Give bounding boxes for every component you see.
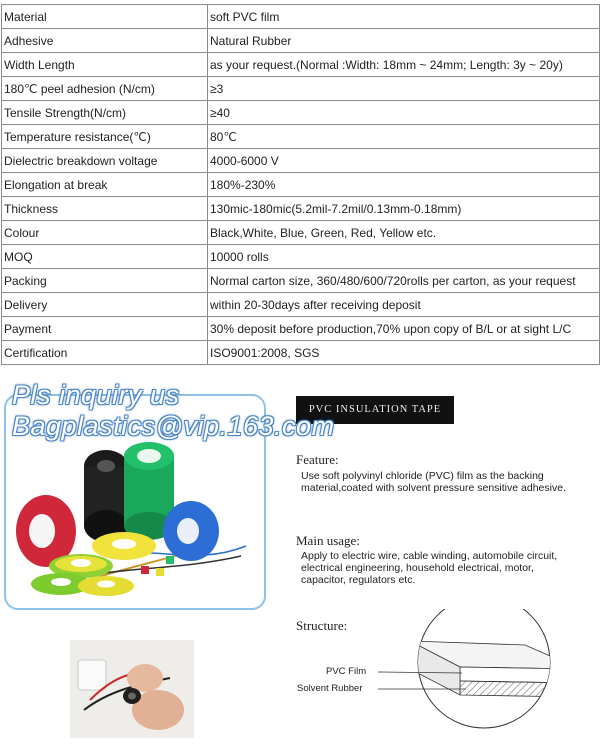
watermark-line-1: Pls inquiry us [12,380,180,410]
watermark-email: Bagplastics@vip.163.com [12,411,335,441]
spec-row [2,29,600,53]
spec-row [2,317,600,341]
feature-text [301,470,566,494]
spec-key: Colour [2,221,208,245]
spec-key: Thickness [2,197,208,221]
spec-key: Width Length [2,53,208,77]
spec-row [2,173,600,197]
spec-table [1,4,600,365]
spec-row [2,269,600,293]
spec-key: Payment [2,317,208,341]
pvc-film-label: PVC Film [326,666,367,677]
spec-value: ISO9001:2008, SGS [208,341,600,365]
spec-key: Packing [2,269,208,293]
spec-value: 4000-6000 V [208,149,600,173]
spec-key: Adhesive [2,29,208,53]
product-section [0,364,601,744]
spec-value: soft PVC film [208,5,600,29]
spec-value: 10000 rolls [208,245,600,269]
spec-value: as your request.(Normal :Width: 18mm ~ 24mm; Length: 3y ~ 20y) [208,53,600,77]
contact-watermark [12,380,335,442]
spec-row [2,245,600,269]
spec-value: Black,White, Blue, Green, Red, Yellow etc. [208,221,600,245]
solvent-rubber-label: Solvent Rubber [297,683,363,694]
usage-title: Main usage: [296,533,360,548]
hands-wire-photo [70,640,194,738]
spec-row [2,293,600,317]
spec-value: Natural Rubber [208,29,600,53]
spec-key: Tensile Strength(N/cm) [2,101,208,125]
spec-row [2,341,600,365]
spec-row [2,101,600,125]
spec-key: Material [2,5,208,29]
spec-value: within 20-30days after receiving deposit [208,293,600,317]
usage-line-2: electrical engineering, household electrical, motor, [301,562,534,574]
spec-key: Certification [2,341,208,365]
spec-row [2,77,600,101]
spec-row [2,197,600,221]
feature-line-1: Use soft polyvinyl chloride (PVC) film as the backing [301,470,544,482]
usage-line-3: capacitor, regulators etc. [301,574,416,586]
spec-value: 80℃ [208,125,600,149]
spec-value: 130mic-180mic(5.2mil-7.2mil/0.13mm-0.18mm) [208,197,600,221]
product-label: PVC INSULATION TAPE [296,396,454,424]
feature-line-2: material,coated with solvent pressure sensitive adhesive. [301,482,566,494]
spec-key: 180℃ peel adhesion (N/cm) [2,77,208,101]
spec-row [2,221,600,245]
spec-value: 30% deposit before production,70% upon copy of B/L or at sight L/C [208,317,600,341]
spec-row [2,125,600,149]
spec-row [2,149,600,173]
hands-taping-illustration [70,640,194,738]
spec-value: ≥40 [208,101,600,125]
spec-key: Elongation at break [2,173,208,197]
spec-value: 180%-230% [208,173,600,197]
spec-value: Normal carton size, 360/480/600/720rolls per carton, as your request [208,269,600,293]
usage-line-1: Apply to electric wire, cable winding, automobile circuit, [301,550,558,562]
spec-row [2,5,600,29]
spec-table-body [2,5,600,365]
spec-key: MOQ [2,245,208,269]
spec-key: Dielectric breakdown voltage [2,149,208,173]
spec-key: Temperature resistance(℃) [2,125,208,149]
spec-row [2,53,600,77]
usage-text [301,550,557,586]
feature-title: Feature: [296,452,339,467]
spec-key: Delivery [2,293,208,317]
structure-title: Structure: [296,618,348,633]
spec-value: ≥3 [208,77,600,101]
